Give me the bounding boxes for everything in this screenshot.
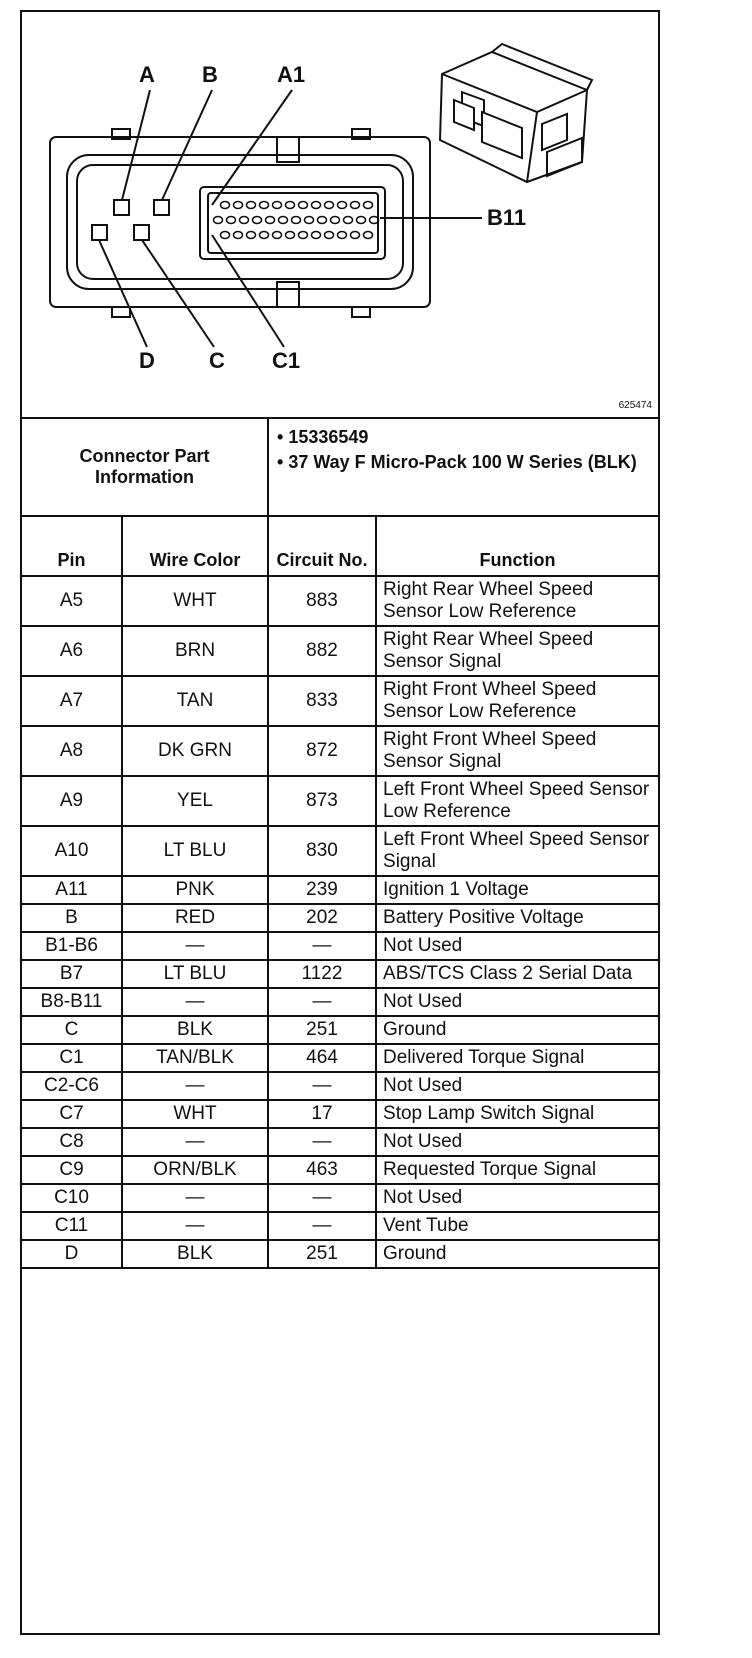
table-row [22,1156,658,1184]
wire-color-cell: — [122,1212,268,1240]
circuit-cell: 17 [268,1100,376,1128]
pin-cell: C10 [22,1184,122,1212]
pin-cell: B7 [22,960,122,988]
function-cell: Not Used [376,1072,658,1100]
function-cell: Ignition 1 Voltage [376,876,658,904]
wire-color-cell: WHT [122,1100,268,1128]
connector-diagram [22,12,658,419]
pin-cell: C [22,1016,122,1044]
connector-info-details [268,418,658,516]
connector-face-drawing [22,12,658,417]
table-row [22,904,658,932]
header-pin: Pin [22,516,122,576]
table-row [22,776,658,826]
wire-color-cell: LT BLU [122,826,268,876]
header-function: Function [376,516,658,576]
wire-color-cell: TAN/BLK [122,1044,268,1072]
table-row [22,960,658,988]
function-cell: Right Front Wheel Speed Sensor Low Reference [376,676,658,726]
circuit-cell: — [268,1072,376,1100]
function-cell: Not Used [376,988,658,1016]
function-cell: Right Rear Wheel Speed Sensor Low Reference [376,576,658,626]
connector-document [20,10,660,1635]
pin-cell: A11 [22,876,122,904]
table-row [22,626,658,676]
pin-cell: B [22,904,122,932]
callout-b: B [202,62,218,87]
table-row [22,988,658,1016]
wire-color-cell: BLK [122,1240,268,1268]
figure-number: 625474 [618,400,652,411]
header-wire-color: Wire Color [122,516,268,576]
wire-color-cell: — [122,1184,268,1212]
circuit-cell: 872 [268,726,376,776]
function-cell: Stop Lamp Switch Signal [376,1100,658,1128]
circuit-cell: — [268,1128,376,1156]
callout-d: D [139,348,155,373]
wire-color-cell: ORN/BLK [122,1156,268,1184]
function-cell: Left Front Wheel Speed Sensor Low Reference [376,776,658,826]
function-cell: Not Used [376,1128,658,1156]
wire-color-cell: RED [122,904,268,932]
circuit-cell: 251 [268,1240,376,1268]
function-cell: Ground [376,1016,658,1044]
circuit-cell: 883 [268,576,376,626]
pin-cell: A10 [22,826,122,876]
circuit-cell: 464 [268,1044,376,1072]
pin-cell: C8 [22,1128,122,1156]
table-row [22,1128,658,1156]
circuit-cell: 239 [268,876,376,904]
circuit-cell: 873 [268,776,376,826]
table-row [22,726,658,776]
pin-cell: B8-B11 [22,988,122,1016]
function-cell: Left Front Wheel Speed Sensor Signal [376,826,658,876]
table-row [22,1016,658,1044]
function-cell: Vent Tube [376,1212,658,1240]
table-row [22,1044,658,1072]
pin-cell: D [22,1240,122,1268]
wire-color-cell: BRN [122,626,268,676]
wire-color-cell: — [122,1072,268,1100]
callout-b11: B11 [487,205,527,230]
circuit-cell: 833 [268,676,376,726]
connector-part-number: • 15336549 [277,427,369,447]
callout-c: C [209,348,225,373]
table-row [22,576,658,626]
pin-cell: C9 [22,1156,122,1184]
circuit-cell: 1122 [268,960,376,988]
wire-color-cell: — [122,1128,268,1156]
function-cell: Right Front Wheel Speed Sensor Signal [376,726,658,776]
header-circuit-no: Circuit No. [268,516,376,576]
pinout-table [22,417,658,1269]
callout-a: A [139,62,155,87]
connector-description: • 37 Way F Micro-Pack 100 W Series (BLK) [277,452,637,472]
table-row [22,932,658,960]
wire-color-cell: YEL [122,776,268,826]
table-header-row [22,516,658,576]
connector-info-row [22,418,658,516]
circuit-cell: 463 [268,1156,376,1184]
wire-color-cell: PNK [122,876,268,904]
wire-color-cell: — [122,932,268,960]
table-row [22,1240,658,1268]
pin-cell: A5 [22,576,122,626]
table-row [22,826,658,876]
pin-cell: A7 [22,676,122,726]
wire-color-cell: — [122,988,268,1016]
circuit-cell: — [268,1184,376,1212]
table-row [22,1072,658,1100]
wire-color-cell: BLK [122,1016,268,1044]
pin-cell: A6 [22,626,122,676]
connector-info-label: Connector Part Information [22,418,268,516]
table-row [22,1184,658,1212]
function-cell: Battery Positive Voltage [376,904,658,932]
circuit-cell: — [268,988,376,1016]
pin-cell: C11 [22,1212,122,1240]
function-cell: Not Used [376,932,658,960]
function-cell: Right Rear Wheel Speed Sensor Signal [376,626,658,676]
function-cell: ABS/TCS Class 2 Serial Data [376,960,658,988]
pin-cell: C7 [22,1100,122,1128]
callout-a1: A1 [277,62,306,87]
function-cell: Not Used [376,1184,658,1212]
circuit-cell: 830 [268,826,376,876]
function-cell: Delivered Torque Signal [376,1044,658,1072]
wire-color-cell: TAN [122,676,268,726]
wire-color-cell: LT BLU [122,960,268,988]
function-cell: Requested Torque Signal [376,1156,658,1184]
circuit-cell: — [268,1212,376,1240]
table-row [22,876,658,904]
connector-3d-sketch [440,44,592,182]
circuit-cell: 251 [268,1016,376,1044]
wire-color-cell: WHT [122,576,268,626]
pin-cell: A9 [22,776,122,826]
table-row [22,1100,658,1128]
circuit-cell: 202 [268,904,376,932]
wire-color-cell: DK GRN [122,726,268,776]
pin-cell: C2-C6 [22,1072,122,1100]
callout-c1: C1 [272,348,301,373]
pin-cell: B1-B6 [22,932,122,960]
function-cell: Ground [376,1240,658,1268]
circuit-cell: — [268,932,376,960]
pin-cell: A8 [22,726,122,776]
table-row [22,676,658,726]
circuit-cell: 882 [268,626,376,676]
table-row [22,1212,658,1240]
pin-cell: C1 [22,1044,122,1072]
